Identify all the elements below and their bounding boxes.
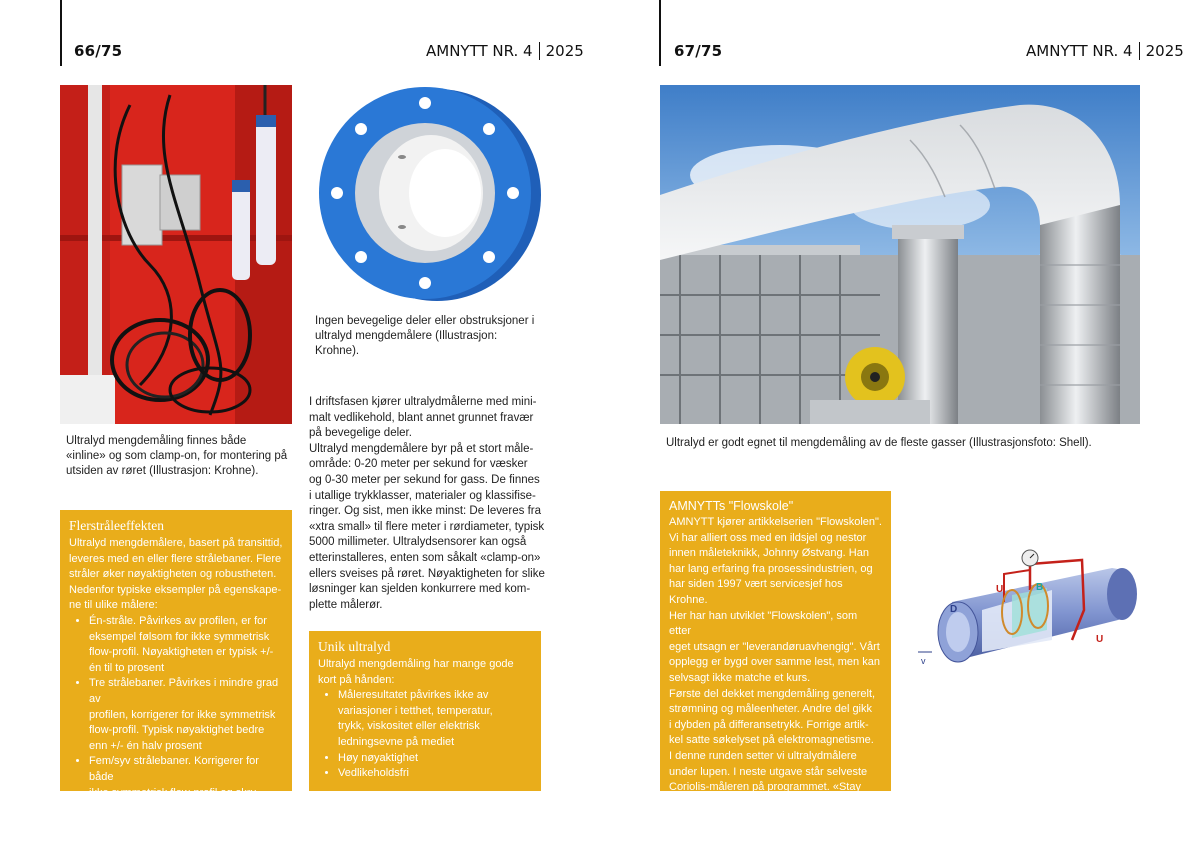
box-line: trykk, viskositet eller elektrisk [338,720,480,733]
box-line: Ultralyd mengdemåling har mange gode [318,658,514,670]
box-body [669,515,882,811]
article-line: ringer. Og sist, men ikke minst: De leveres fra [309,505,541,518]
article-line: og 0-30 meter per sekund for gass. De finnes [309,473,540,486]
box-line: har siden 1997 vært servicesjef hos Krohne. [669,578,843,606]
box-line: leveres med en eller flere strålebaner. Flere [69,552,282,565]
box-line: Ultralyd mengdemålere, basert på transittid, [69,537,283,549]
left-page-rule [60,0,62,66]
box-line: • Høy nøyaktighet [338,751,419,764]
header-separator [539,42,540,60]
article-line: 5000 millimeter. Ultralydsensorer kan også [309,536,527,549]
box-intro [69,536,283,614]
article-line: løsninger kan sjelden konkurrere med kom- [309,583,531,596]
list-item [338,751,532,767]
caption-red-wall: Ultralyd mengdemåling finnes både «inline» og som clamp-on, for montering på utsiden av røret (Illustrasjon: Krohne). [66,435,288,477]
magazine-year: 2025 [1145,42,1184,60]
sidebar-box-flerstrale [60,510,292,830]
box-line: Coriolis-måleren på programmet. «Stay [669,781,861,794]
left-page-number: 66/75 [74,42,123,60]
article-line: Ultralyd mengdemålere byr på et stort måle- [309,442,534,455]
box-line: • Fem/syv strålebaner. Korrigerer for både [89,755,259,783]
box-line: • Én-stråle. Påvirkes av profilen, er for [89,614,267,627]
box-line: • Tre strålebaner. Påvirkes i mindre grad av [89,677,279,705]
article-line: i utallige trykklasser, materialer og klassifise- [309,489,536,502]
article-line: malt vedlikehold, blant annet grunnet fravær [309,411,534,424]
box-line: variasjoner i tetthet, temperatur, [338,704,493,717]
article-line: på bevegelige deler. [309,427,412,440]
box-line: • Måleresultatet påvirkes ikke av [338,689,489,702]
caption-blue-flange: Ingen bevegelige deler eller obstruksjoner i ultralyd mengdemålere (Illustrasjon: Krohne). [315,315,535,357]
photo-meters-on-red-pipe [60,85,292,424]
box-title: Flerstråleeffekten [69,518,164,533]
article-line: plette målerør. [309,598,383,611]
box-line: AMNYTT kjører artikkelserien "Flowskolen". [669,516,882,528]
box-line: kel satte søkelyset på elektromagnetisme. [669,734,874,747]
list-item [89,754,283,832]
list-item [338,766,532,782]
article-body [309,395,549,613]
box-title: AMNYTTs "Flowskole" [669,499,794,513]
article-line: ellers sveises på røret. Nøyaktigheten for slike [309,567,545,580]
photo-blue-flange [309,85,541,307]
box-line: innen måleteknikk, Johnny Østvang. Han [669,547,869,560]
box-bullet-list [69,614,283,832]
list-item [89,614,283,676]
caption-refinery: Ultralyd er godt egnet til mengdemåling av de fleste gasser (Illustrasjonsfoto: Shell). [666,437,1092,449]
right-magazine-header [1026,42,1184,60]
article-line: område: 0-20 meter per sekund for væsker [309,458,528,471]
magazine-year: 2025 [545,42,584,60]
magazine-title: AMNYTT NR. 4 [426,42,533,60]
box-line: flow-profil. Typisk nøyaktighet bedre [89,724,265,737]
box-line: ikke symmetrisk flow-profil og skru. [89,786,260,799]
magazine-title: AMNYTT NR. 4 [1026,42,1133,60]
box-line: Nedenfor typiske eksempler på egenskape- [69,583,282,596]
diagram-label-v: v [921,656,926,666]
box-line: opplegg er bygd over samme lest, men kan [669,656,880,669]
box-line: stråler øker nøyaktigheten og robustheten. [69,568,277,581]
box-line: Her har han utviklet "Flowskolen", som etter [669,609,858,638]
box-line: Nøyaktighet bedre enn +/- 0,15 prosent. [89,802,241,830]
box-line: eget utsagn er "leverandøruavhengig". Vårt [669,640,880,653]
box-line: Vi har alliert oss med en ildsjel og nestor [669,531,867,544]
article-line: etterinstalleres, enten som såkalt «clamp-on» [309,551,541,564]
article-line: I driftsfasen kjører ultralydmålerne med mini- [309,396,537,408]
box-title: Unik ultralyd [318,639,391,654]
article-line: «xtra small» til flere meter i rørdiameter, typisk [309,520,545,533]
diagram-label-u-left: U [996,584,1004,595]
diagram-label-b: B [1036,582,1044,593]
diagram-label-u-right: U [1096,634,1104,645]
box-line: i dybden på differansetrykk. Forrige artik- [669,718,869,731]
diagram-label-d: D [950,604,958,615]
box-line: flow-profil. Nøyaktigheten er typisk +/- [89,646,274,659]
box-line: eksempel følsom for ikke symmetrisk [89,630,270,643]
list-item [338,688,532,750]
box-line: I denne runden setter vi ultralydmålere [669,749,857,762]
box-line: strømning og måleenheter. Andre del gikk [669,703,873,716]
box-line: under lupen. I neste utgave står selveste [669,765,868,778]
box-line: selvsagt ikke matche et kurs. [669,671,811,684]
ultrasound-meter-diagram [912,540,1142,690]
sidebar-box-unik-ultralyd [309,631,541,791]
box-line: tuned» for mer måleteknisk snadder. [669,796,847,809]
header-separator [1139,42,1140,60]
box-line: ne til ulike målere: [69,599,158,612]
box-line: ledningsevne på mediet [338,735,455,748]
box-intro [318,657,532,688]
box-line: kort på hånden: [318,673,395,686]
box-line: har lang erfaring fra prosessindustrien, og [669,562,873,575]
right-page-rule [659,0,661,66]
box-bullet-list [318,688,532,782]
box-line: • Vedlikeholdsfri [338,767,409,780]
sidebar-box-flowskole [660,491,891,809]
right-page-number: 67/75 [674,42,723,60]
list-item [89,676,283,754]
left-magazine-header [426,42,584,60]
photo-refinery-pipes [660,85,1140,424]
box-line: én til to prosent [89,661,165,674]
box-line: enn +/- én halv prosent [89,739,202,752]
box-line: profilen, korrigerer for ikke symmetrisk [89,708,276,721]
box-line: Første del dekket mengdemåling generelt, [669,687,876,700]
